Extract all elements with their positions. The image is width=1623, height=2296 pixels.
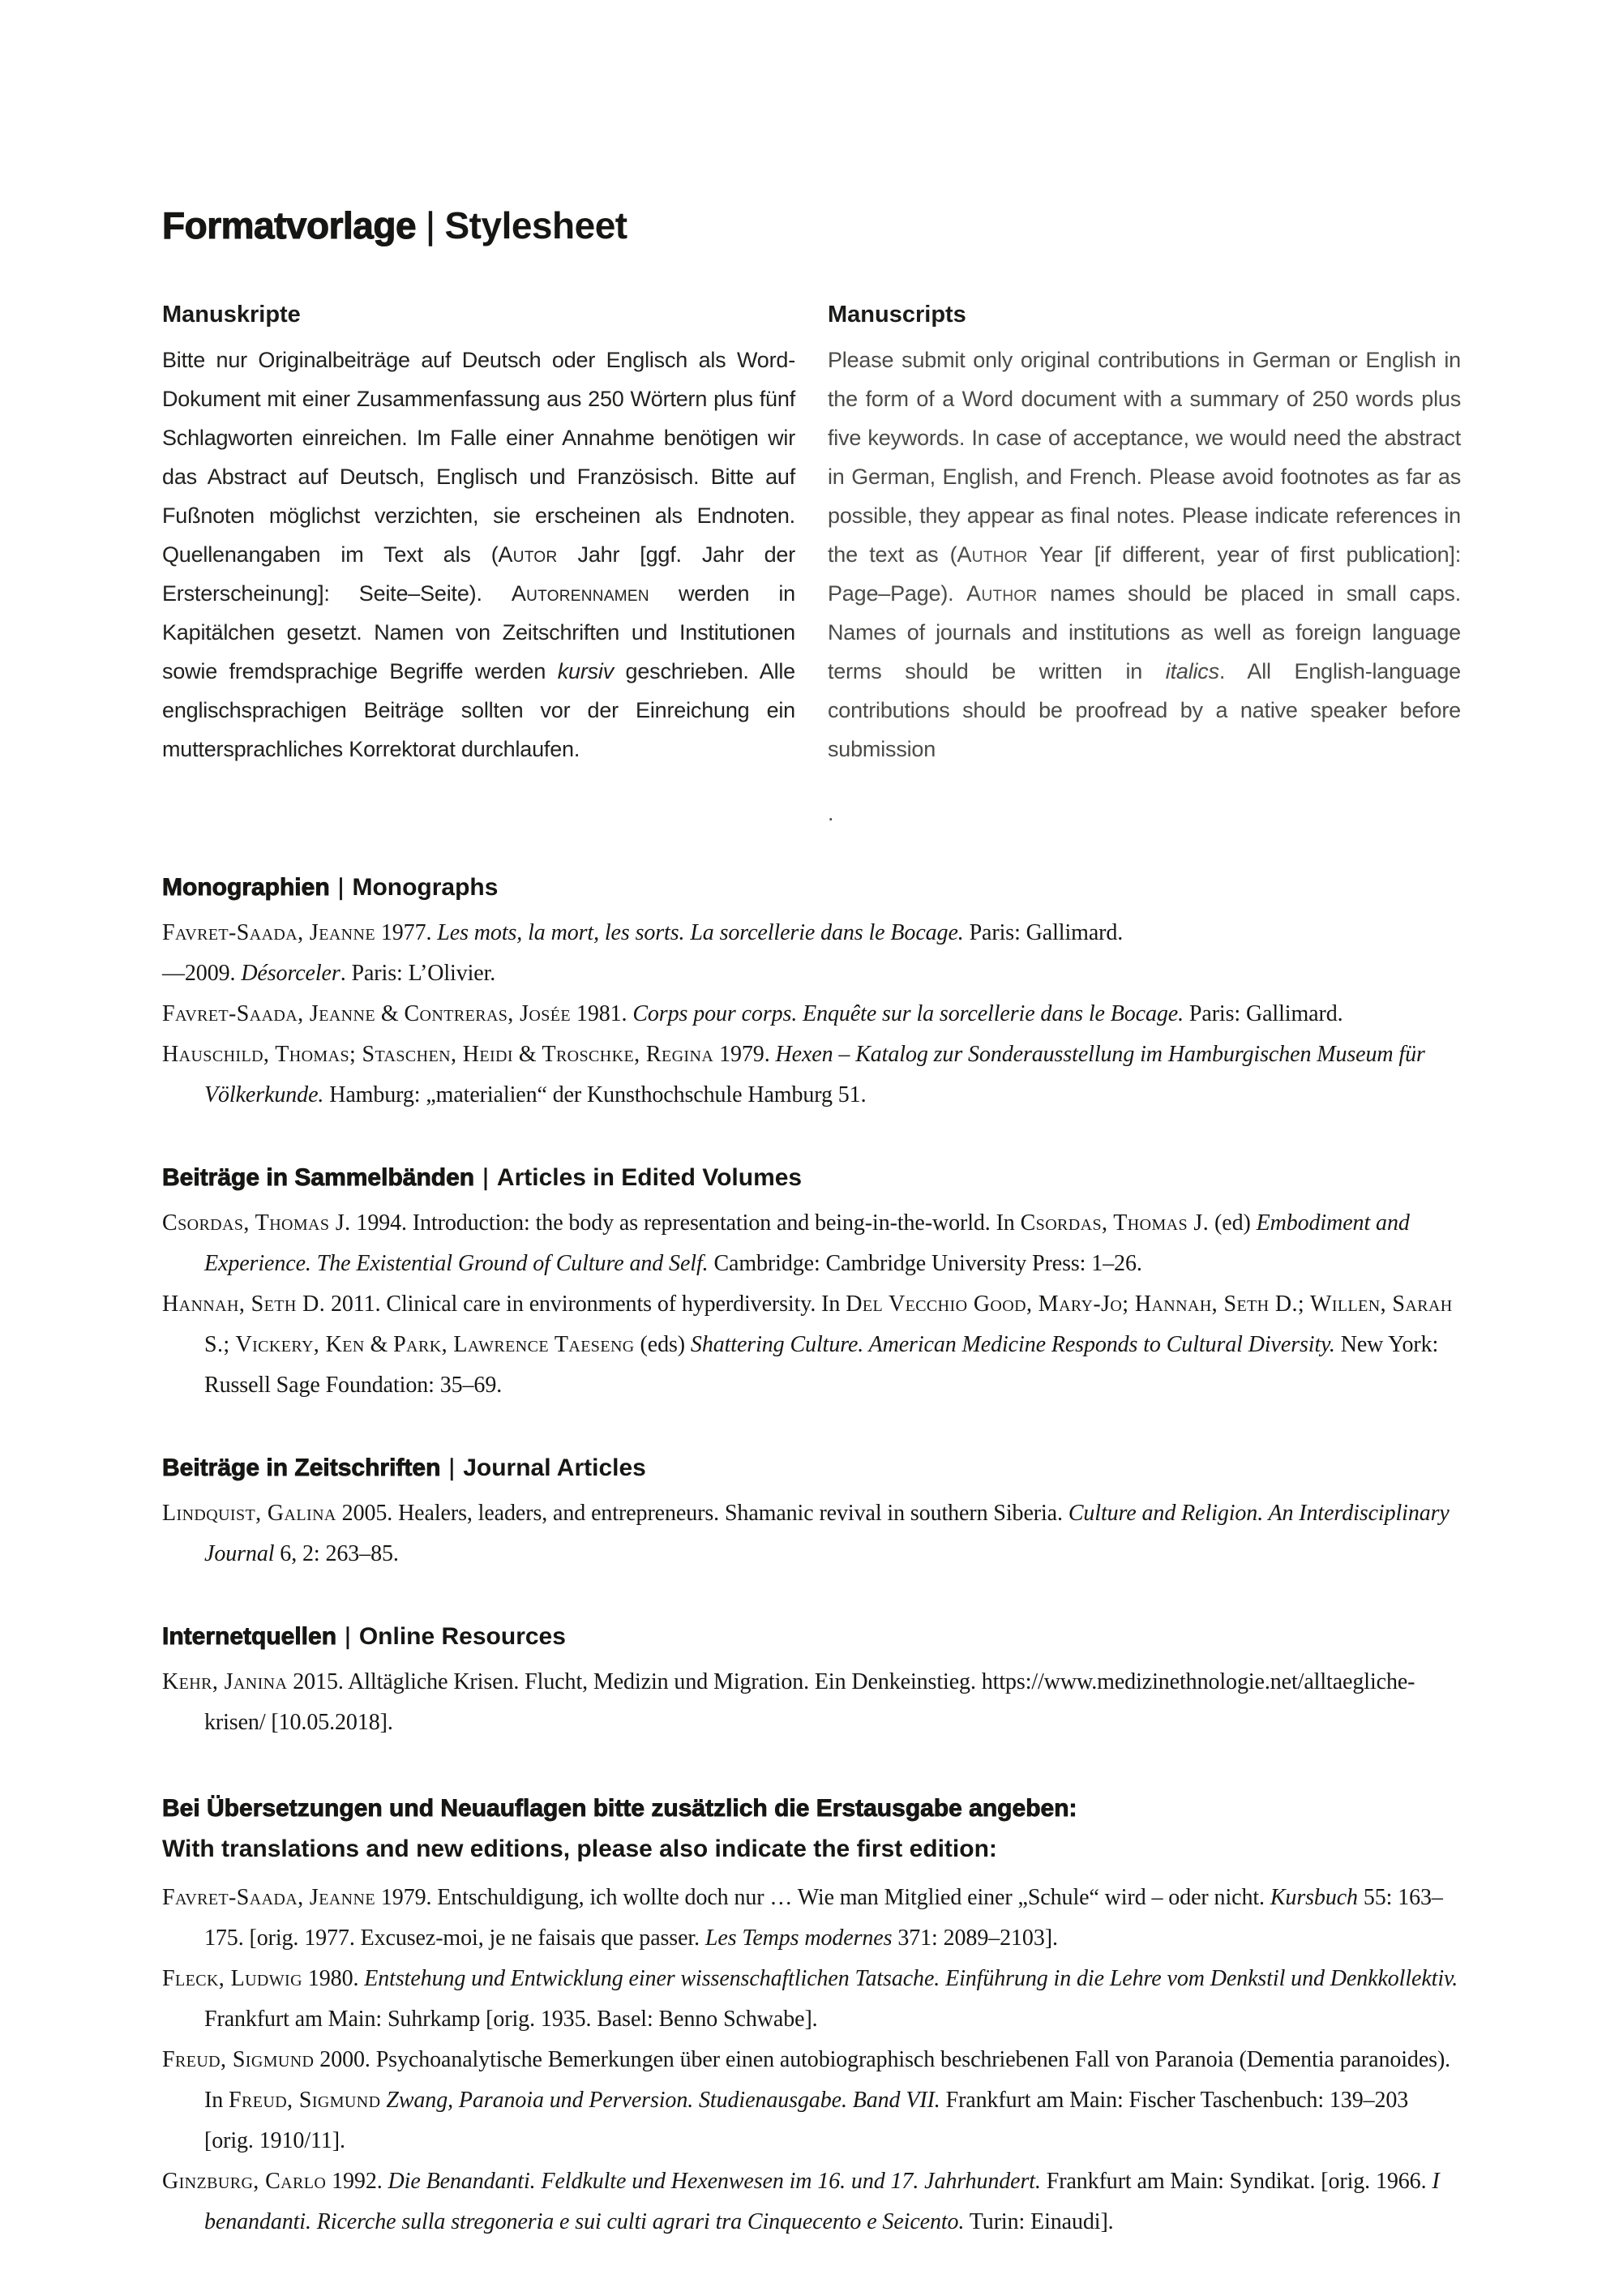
text-run: 1980. (302, 1966, 365, 1991)
stray-period: . (828, 801, 834, 825)
title-separator: | (426, 204, 435, 246)
text-run: 1977. (375, 920, 438, 945)
manuscripts-german-heading: Manuskripte (162, 302, 301, 328)
section-monographs (162, 871, 1461, 1116)
manuscripts-english-heading: Manuscripts (828, 302, 966, 328)
section-journal-articles-heading (162, 1451, 1461, 1485)
italic-text: Embodiment and Experience. The Existential Ground of Culture and Self. (204, 1210, 1410, 1276)
page-title (162, 0, 1461, 248)
small-caps-text: Freud, Sigmund (229, 2088, 381, 2113)
text-run: Jahr [ggf. Jahr der Ersterscheinung]: Seite–Seite). (162, 542, 795, 606)
page-title-english: Stylesheet (444, 204, 627, 246)
text-run: 371: 2089–2103]. (892, 1925, 1058, 1951)
italic-text: Les Temps modernes (704, 1925, 893, 1951)
small-caps-text: Favret-Saada, Jeanne (162, 1885, 375, 1910)
text-run: —2009. (162, 961, 242, 986)
text-run: Frankfurt am Main: Syndikat. [orig. 1966. (1040, 2169, 1432, 2194)
text-run: & (375, 1001, 405, 1026)
section-heading-english: Journal Articles (463, 1454, 646, 1481)
manuscripts-german-paragraph (162, 341, 795, 769)
heading-separator: | (337, 874, 345, 901)
small-caps-text: Ginzburg, Carlo (162, 2169, 327, 2194)
section-heading-german: Monographien (162, 874, 330, 901)
section-monographs-heading (162, 871, 1461, 905)
text-run: Frankfurt am Main: Fischer Taschenbuch: 139–203 [orig. 1910/11]. (204, 2088, 1409, 2153)
small-caps-text: Author (966, 581, 1038, 606)
text-run: Cambridge: Cambridge University Press: 1–26. (708, 1251, 1142, 1276)
section-heading-english: With translations and new editions, please also indicate the first edition: (162, 1836, 997, 1862)
reference-entry (162, 953, 1461, 994)
section-online-resources (162, 1620, 1461, 1743)
reference-entry (162, 1662, 1461, 1743)
small-caps-text: Lindquist, Galina (162, 1501, 336, 1526)
manuscripts-columns (162, 298, 1461, 825)
text-run: 2011. Clinical care in environments of hyperdiversity. In (325, 1292, 846, 1317)
text-run: geschrieben. Alle englischsprachigen Beiträge sollten vor der Einreichung ein muttersprachliches Korrektorat durchlaufen. (162, 659, 795, 761)
text-run: Hamburg: „materialien“ der Kunsthochschule Hamburg 51. (323, 1082, 867, 1107)
text-run: 1981. (571, 1001, 633, 1026)
small-caps-text: Favret-Saada, Jeanne (162, 1001, 375, 1026)
italic-text: kursiv (557, 659, 615, 683)
reference-entry (162, 994, 1461, 1034)
text-run: 1994. Introduction: the body as representation and being-in-the-world. In (350, 1210, 1021, 1236)
section-heading-german: Beiträge in Zeitschriften (162, 1454, 441, 1481)
section-first-editions-heading (162, 1788, 1461, 1870)
small-caps-text: Csordas, Thomas J. (1020, 1210, 1210, 1236)
text-run: werden in Kapitälchen gesetzt. Namen von Zeitschriften und Institutionen sowie fremdsprachige Begriffe werden (162, 581, 795, 683)
reference-entry (162, 1284, 1461, 1406)
manuscripts-german-column (162, 298, 795, 825)
small-caps-text: Park, Lawrence Taeseng (393, 1332, 635, 1357)
section-heading-german: Beiträge in Sammelbänden (162, 1164, 475, 1191)
heading-separator: | (448, 1454, 456, 1481)
section-heading-german: Bei Übersetzungen und Neuauflagen bitte zusätzlich die Erstausgabe angeben: (162, 1795, 1077, 1822)
text-run: (eds) (634, 1332, 691, 1357)
text-run: . Paris: L’Olivier. (340, 961, 496, 986)
italic-text: Die Benandanti. Feldkulte und Hexenwesen im 16. und 17. Jahrhundert. (388, 2169, 1041, 2194)
small-caps-text: Kehr, Janina (162, 1669, 288, 1694)
section-edited-volumes-heading (162, 1161, 1461, 1195)
small-caps-text: Contreras, Josée (404, 1001, 572, 1026)
reference-entry (162, 1034, 1461, 1116)
text-run: & (364, 1332, 394, 1357)
reference-entry (162, 913, 1461, 953)
manuscripts-english-paragraph (828, 341, 1461, 769)
text-run: 6, 2: 263–85. (274, 1541, 399, 1566)
text-run: Year [if different, year of first publication]: Page–Page). (828, 542, 1461, 606)
italic-text: Zwang, Paranoia und Perversion. Studienausgabe. Band VII. (386, 2088, 940, 2113)
reference-entry (162, 1203, 1461, 1284)
italic-text: Désorceler (241, 961, 340, 986)
text-run: . All English-language contributions should be proofread by a native speaker before submission (828, 659, 1461, 761)
reference-entry (162, 2161, 1461, 2242)
small-caps-text: Autorennamen (511, 581, 649, 606)
small-caps-text: Autor (498, 542, 558, 567)
section-heading-german: Internetquellen (162, 1623, 337, 1650)
text-run: 1979. (713, 1042, 776, 1067)
heading-separator: | (345, 1623, 351, 1650)
manuscripts-english-column (828, 298, 1461, 825)
section-journal-articles (162, 1451, 1461, 1574)
page-title-german: Formatvorlage (162, 204, 417, 246)
text-run: Turin: Einaudi]. (964, 2209, 1114, 2234)
section-heading-english: Articles in Edited Volumes (496, 1164, 803, 1191)
text-run: 2015. Alltägliche Krisen. Flucht, Medizin und Migration. Ein Denkeinstieg. https://www.medizinethnologie.net/alltaegliche-krisen/ [10.05.2018]. (204, 1669, 1415, 1735)
small-caps-text: Author (957, 542, 1028, 567)
small-caps-text: Troschke, Regina (542, 1042, 714, 1067)
section-heading-english: Online Resources (358, 1623, 566, 1650)
small-caps-text: Hannah, Seth D. (162, 1292, 326, 1317)
text-run: names should be placed in small caps. Names of journals and institutions as well as foreign language terms should be written in (828, 581, 1461, 683)
section-edited-volumes (162, 1161, 1461, 1406)
text-run: 2005. Healers, leaders, and entrepreneurs. Shamanic revival in southern Siberia. (336, 1501, 1068, 1526)
small-caps-text: Hauschild, Thomas; Staschen, Heidi (162, 1042, 513, 1067)
italic-text: italics (1165, 659, 1219, 683)
small-caps-text: Fleck, Ludwig (162, 1966, 302, 1991)
reference-entry (162, 1959, 1461, 2040)
text-run: 1979. Entschuldigung, ich wollte doch nur … Wie man Mitglied einer „Schule“ wird – oder nicht. (375, 1885, 1270, 1910)
reference-entry (162, 1878, 1461, 1959)
italic-text: Culture and Religion. An Interdisciplinary Journal (204, 1501, 1450, 1566)
text-run: 1992. (326, 2169, 388, 2194)
text-run: (ed) (1209, 1210, 1257, 1236)
small-caps-text: Freud, Sigmund (162, 2047, 315, 2072)
text-run: 55: 163–175. [orig. 1977. Excusez-moi, je ne faisais que passer. (204, 1885, 1443, 1951)
section-heading-english: Monographs (352, 874, 499, 901)
text-run: & (512, 1042, 542, 1067)
text-run: Bitte nur Originalbeiträge auf Deutsch oder Englisch als Word-Dokument mit einer Zusammenfassung aus 250 Wörtern plus fünf Schlagworten einreichen. Im Falle einer Annahme benötigen wir das Abstract auf Deutsch, Englisch und Französisch. Bitte auf Fußnoten möglichst verzichten, sie erscheinen als Endnoten. Quellenangaben im Text als ( (162, 348, 795, 567)
italic-text: Les mots, la mort, les sorts. La sorcellerie dans le Bocage. (437, 920, 964, 945)
small-caps-text: Csordas, Thomas J. (162, 1210, 351, 1236)
text-run: Please submit only original contributions in German or English in the form of a Word document with a summary of 250 words plus five keywords. In case of acceptance, we would need the abstract in German, English, and French. Please avoid footnotes as far as possible, they appear as final notes. Please indicate references in the text as ( (828, 348, 1461, 567)
small-caps-text: Del Vecchio Good, Mary-Jo; Hannah, Seth D.; Willen, Sarah S.; Vickery, Ken (204, 1292, 1453, 1357)
section-first-editions (162, 1788, 1461, 2242)
reference-entry (162, 2040, 1461, 2161)
italic-text: I benandanti. Ricerche sulla stregoneria e sui culti agrari tra Cinquecento e Seicento. (204, 2169, 1440, 2234)
text-run: Frankfurt am Main: Suhrkamp [orig. 1935. Basel: Benno Schwabe]. (204, 2007, 818, 2032)
reference-entry (162, 1493, 1461, 1574)
italic-text: Shattering Culture. American Medicine Responds to Cultural Diversity. (690, 1332, 1335, 1357)
italic-text: Kursbuch (1270, 1885, 1358, 1910)
text-run: New York: Russell Sage Foundation: 35–69. (204, 1332, 1439, 1398)
text-run: 2000. Psychoanalytische Bemerkungen über einen autobiographisch beschriebenen Fall von Paranoia (Dementia paranoides). In (204, 2047, 1451, 2113)
heading-separator: | (482, 1164, 489, 1191)
section-online-resources-heading (162, 1620, 1461, 1654)
italic-text: Corps pour corps. Enquête sur la sorcellerie dans le Bocage. (632, 1001, 1184, 1026)
italic-text: Hexen – Katalog zur Sonderausstellung im Hamburgischen Museum für Völkerkunde. (204, 1042, 1425, 1107)
reference-sections (162, 871, 1461, 2242)
text-run: Paris: Gallimard. (963, 920, 1124, 945)
italic-text: Entstehung und Entwicklung einer wissenschaftlichen Tatsache. Einführung in die Lehre vom Denkstil und Denkkollektiv. (364, 1966, 1458, 1991)
small-caps-text: Favret-Saada, Jeanne (162, 920, 375, 945)
text-run: Paris: Gallimard. (1184, 1001, 1343, 1026)
